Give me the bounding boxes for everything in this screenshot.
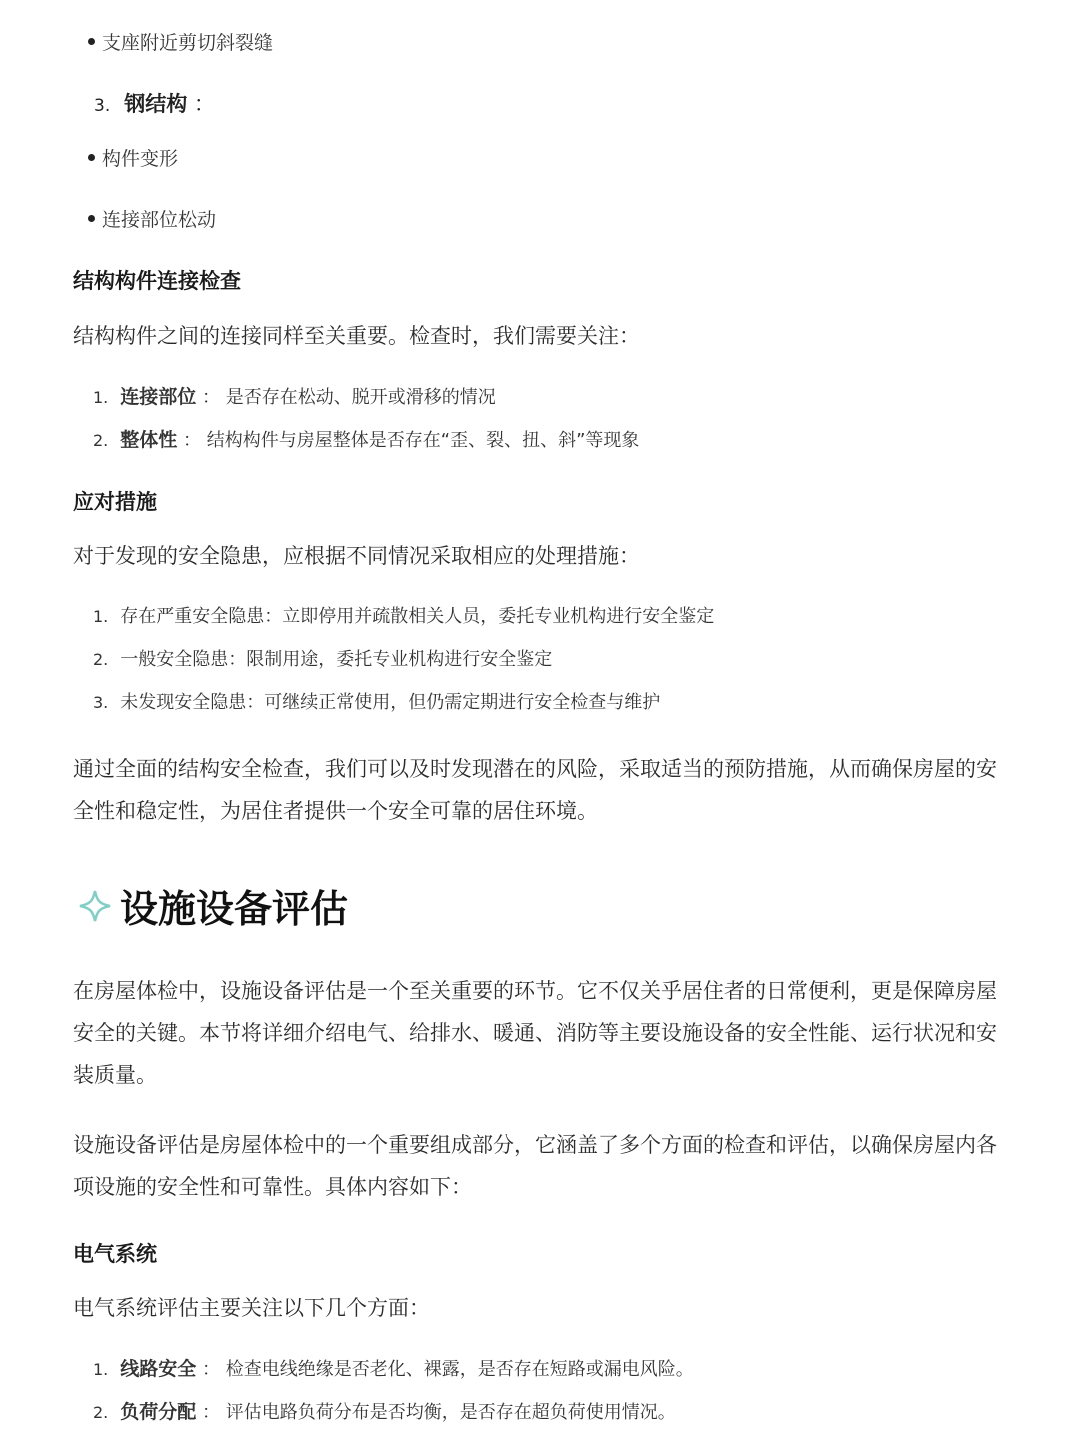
item-label: 线路安全 — [120, 1358, 197, 1380]
list-number: 2. — [93, 431, 109, 450]
bullet-dot — [88, 154, 95, 161]
item-text: 存在严重安全隐患：立即停用并疏散相关人员，委托专业机构进行安全鉴定 — [120, 606, 715, 627]
list-item — [88, 144, 178, 171]
electrical-intro: 电气系统评估主要关注以下几个方面： — [73, 1296, 430, 1320]
bullet-dot — [88, 38, 95, 45]
list-item — [93, 688, 660, 714]
connection-intro: 结构构件之间的连接同样至关重要。检查时，我们需要关注： — [73, 324, 640, 348]
sparkle-icon — [78, 889, 112, 923]
list-item — [93, 645, 552, 671]
steel-title: 钢结构 — [124, 92, 188, 116]
list-number: 1. — [93, 1360, 109, 1379]
item-text: 评估电路负荷分布是否均衡，是否存在超负荷使用情况。 — [225, 1402, 676, 1423]
list-number: 3. — [94, 96, 111, 116]
list-item — [93, 602, 714, 628]
item-text: 未发现安全隐患：可继续正常使用，但仍需定期进行安全检查与维护 — [120, 692, 661, 713]
measures-conclusion: 通过全面的结构安全检查，我们可以及时发现潜在的风险，采取适当的预防措施，从而确保房屋的安全性和稳定性，为居住者提供一个安全可靠的居住环境。 — [73, 757, 997, 823]
item-label: 整体性 — [120, 429, 178, 451]
separator: ： — [183, 430, 202, 451]
facilities-paragraph-1: 在房屋体检中，设施设备评估是一个至关重要的环节。它不仅关乎居住者的日常便利，更是保障房屋安全的关键。本节将详细介绍电气、给排水、暖通、消防等主要设施设备的安全性能、运行状况和安装质量。 — [73, 979, 997, 1087]
section-title-text: 设施设备评估 — [120, 887, 349, 931]
bullet-dot — [88, 215, 95, 222]
list-number: 1. — [93, 388, 109, 407]
measures-intro: 对于发现的安全隐患，应根据不同情况采取相应的处理措施： — [73, 544, 640, 568]
item-text: 结构构件与房屋整体是否存在“歪、裂、扭、斜”等现象 — [206, 430, 640, 451]
steel-structure-heading — [94, 88, 215, 118]
list-item — [88, 205, 216, 232]
connection-heading: 结构构件连接检查 — [73, 269, 241, 293]
bullet-text: 支座附近剪切斜裂缝 — [102, 32, 274, 54]
list-item — [93, 1354, 694, 1381]
list-item — [93, 1397, 676, 1424]
bullet-text: 连接部位松动 — [102, 209, 217, 231]
separator: ： — [202, 1359, 221, 1380]
list-number: 1. — [93, 607, 109, 626]
electrical-heading: 电气系统 — [73, 1242, 157, 1266]
list-number: 2. — [93, 650, 109, 669]
separator: ： — [202, 1402, 221, 1423]
facilities-paragraph-2: 设施设备评估是房屋体检中的一个重要组成部分，它涵盖了多个方面的检查和评估，以确保房屋内各项设施的安全性和可靠性。具体内容如下： — [73, 1133, 997, 1199]
separator: ： — [193, 92, 215, 116]
item-label: 负荷分配 — [120, 1401, 197, 1423]
item-label: 连接部位 — [120, 386, 197, 408]
list-number: 3. — [93, 693, 109, 712]
section-title — [78, 878, 348, 933]
item-text: 一般安全隐患：限制用途，委托专业机构进行安全鉴定 — [120, 649, 553, 670]
item-text: 是否存在松动、脱开或滑移的情况 — [225, 387, 496, 408]
separator: ： — [202, 387, 221, 408]
item-text: 检查电线绝缘是否老化、裸露，是否存在短路或漏电风险。 — [225, 1359, 694, 1380]
bullet-text: 构件变形 — [102, 148, 179, 170]
list-item — [88, 28, 273, 55]
list-item — [93, 382, 496, 409]
list-number: 2. — [93, 1403, 109, 1422]
measures-heading: 应对措施 — [73, 490, 157, 514]
list-item — [93, 425, 639, 452]
